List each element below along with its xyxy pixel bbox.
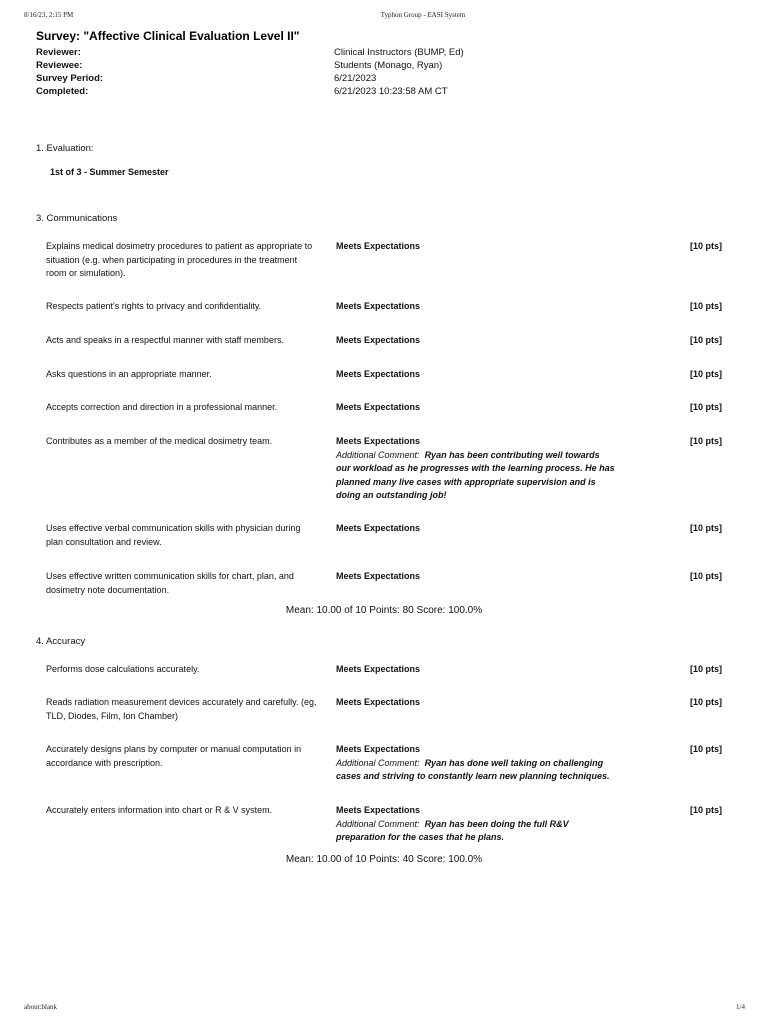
item-answer: Meets Expectations xyxy=(336,664,421,674)
comment-text: Ryan has been contributing well towards our workload as he progresses with the learning process. He has planned many live cases with appropriate supervision and is doing an outstanding job! xyxy=(336,449,615,500)
section-heading-communications: 3. Communications xyxy=(36,213,118,224)
print-datetime: 8/16/23, 2:15 PM xyxy=(24,11,74,19)
item-answer: Meets Expectations xyxy=(336,369,421,379)
item-answer: Meets Expectations xyxy=(336,436,421,446)
item-question: Asks questions in an appropriate manner. xyxy=(46,369,212,379)
item-answer: Meets Expectations xyxy=(336,744,421,754)
completed-label: Completed: xyxy=(36,86,89,97)
item-points: [10 pts] xyxy=(689,805,722,815)
item-points: [10 pts] xyxy=(689,241,722,251)
item-question: Acts and speaks in a respectful manner with staff members. xyxy=(46,335,284,345)
reviewer-label: Reviewer: xyxy=(36,47,81,58)
evaluation-value: 1st of 3 - Summer Semester xyxy=(50,167,169,177)
additional-comment xyxy=(336,819,569,843)
accuracy-summary: Mean: 10.00 of 10 Points: 40 Score: 100.0% xyxy=(285,854,483,865)
survey-period-label: Survey Period: xyxy=(36,73,104,84)
item-response xyxy=(336,401,616,415)
reviewee-value: Students (Monago, Ryan) xyxy=(334,60,443,71)
comment-text: Ryan has done well taking on challenging cases and striving to constantly learn new planning techniques. xyxy=(336,757,610,781)
item-answer: Meets Expectations xyxy=(336,523,421,533)
item-question: Explains medical dosimetry procedures to patient as appropriate to situation (e.g. when participating in procedures in the treatment room or simulation). xyxy=(46,241,313,278)
item-answer: Meets Expectations xyxy=(336,805,421,815)
comment-label: Additional Comment: xyxy=(336,449,420,460)
item-question: Uses effective written communication skills for chart, plan, and dosimetry note documentation. xyxy=(46,571,294,595)
additional-comment xyxy=(336,758,610,782)
item-response xyxy=(336,522,616,536)
comment-text: Ryan has been doing the full R&V preparation for the cases that he plans. xyxy=(336,818,569,842)
item-points: [10 pts] xyxy=(689,436,722,446)
item-question: Contributes as a member of the medical dosimetry team. xyxy=(46,436,273,446)
item-answer: Meets Expectations xyxy=(336,571,421,581)
item-points: [10 pts] xyxy=(689,664,722,674)
item-points: [10 pts] xyxy=(689,301,722,311)
comment-label: Additional Comment: xyxy=(336,757,420,768)
item-question: Respects patient's rights to privacy and confidentiality. xyxy=(46,301,262,311)
item-points: [10 pts] xyxy=(689,402,722,412)
item-question: Reads radiation measurement devices accurately and carefully. (eg, TLD, Diodes, Film, Ion Chamber) xyxy=(46,697,317,721)
item-question: Accurately enters information into chart or R & V system. xyxy=(46,805,273,815)
survey-title: Survey: "Affective Clinical Evaluation Level II" xyxy=(36,29,300,43)
item-response xyxy=(336,663,616,677)
completed-value: 6/21/2023 10:23:58 AM CT xyxy=(334,86,448,97)
item-question: Performs dose calculations accurately. xyxy=(46,664,200,674)
item-response xyxy=(336,696,616,710)
item-points: [10 pts] xyxy=(689,744,722,754)
item-response xyxy=(336,804,616,845)
item-response xyxy=(336,435,616,503)
item-question: Accurately designs plans by computer or manual computation in accordance with prescription. xyxy=(46,744,302,768)
reviewee-label: Reviewee: xyxy=(36,60,83,71)
item-response xyxy=(336,368,616,382)
item-question: Accepts correction and direction in a professional manner. xyxy=(46,402,278,412)
item-response xyxy=(336,570,616,584)
item-points: [10 pts] xyxy=(689,697,722,707)
item-points: [10 pts] xyxy=(689,335,722,345)
print-page-number: 1/4 xyxy=(736,1003,745,1011)
print-page-title: Typhon Group - EASI System xyxy=(380,11,466,19)
item-response xyxy=(336,300,616,314)
additional-comment xyxy=(336,450,615,501)
section-heading-evaluation: 1. Evaluation: xyxy=(36,143,94,154)
item-points: [10 pts] xyxy=(689,523,722,533)
reviewer-value: Clinical Instructors (BUMP, Ed) xyxy=(334,47,464,58)
item-points: [10 pts] xyxy=(689,571,722,581)
comment-label: Additional Comment: xyxy=(336,818,420,829)
item-answer: Meets Expectations xyxy=(336,402,421,412)
section-heading-accuracy: 4. Accuracy xyxy=(36,636,86,647)
item-points: [10 pts] xyxy=(689,369,722,379)
item-response xyxy=(336,334,616,348)
print-url: about:blank xyxy=(24,1003,58,1011)
communications-summary: Mean: 10.00 of 10 Points: 80 Score: 100.0% xyxy=(285,605,483,616)
survey-period-value: 6/21/2023 xyxy=(334,73,377,84)
item-response xyxy=(336,240,616,254)
item-answer: Meets Expectations xyxy=(336,241,421,251)
item-response xyxy=(336,743,616,784)
item-question: Uses effective verbal communication skills with physician during plan consultation and review. xyxy=(46,523,301,547)
item-answer: Meets Expectations xyxy=(336,697,421,707)
item-answer: Meets Expectations xyxy=(336,301,421,311)
item-answer: Meets Expectations xyxy=(336,335,421,345)
